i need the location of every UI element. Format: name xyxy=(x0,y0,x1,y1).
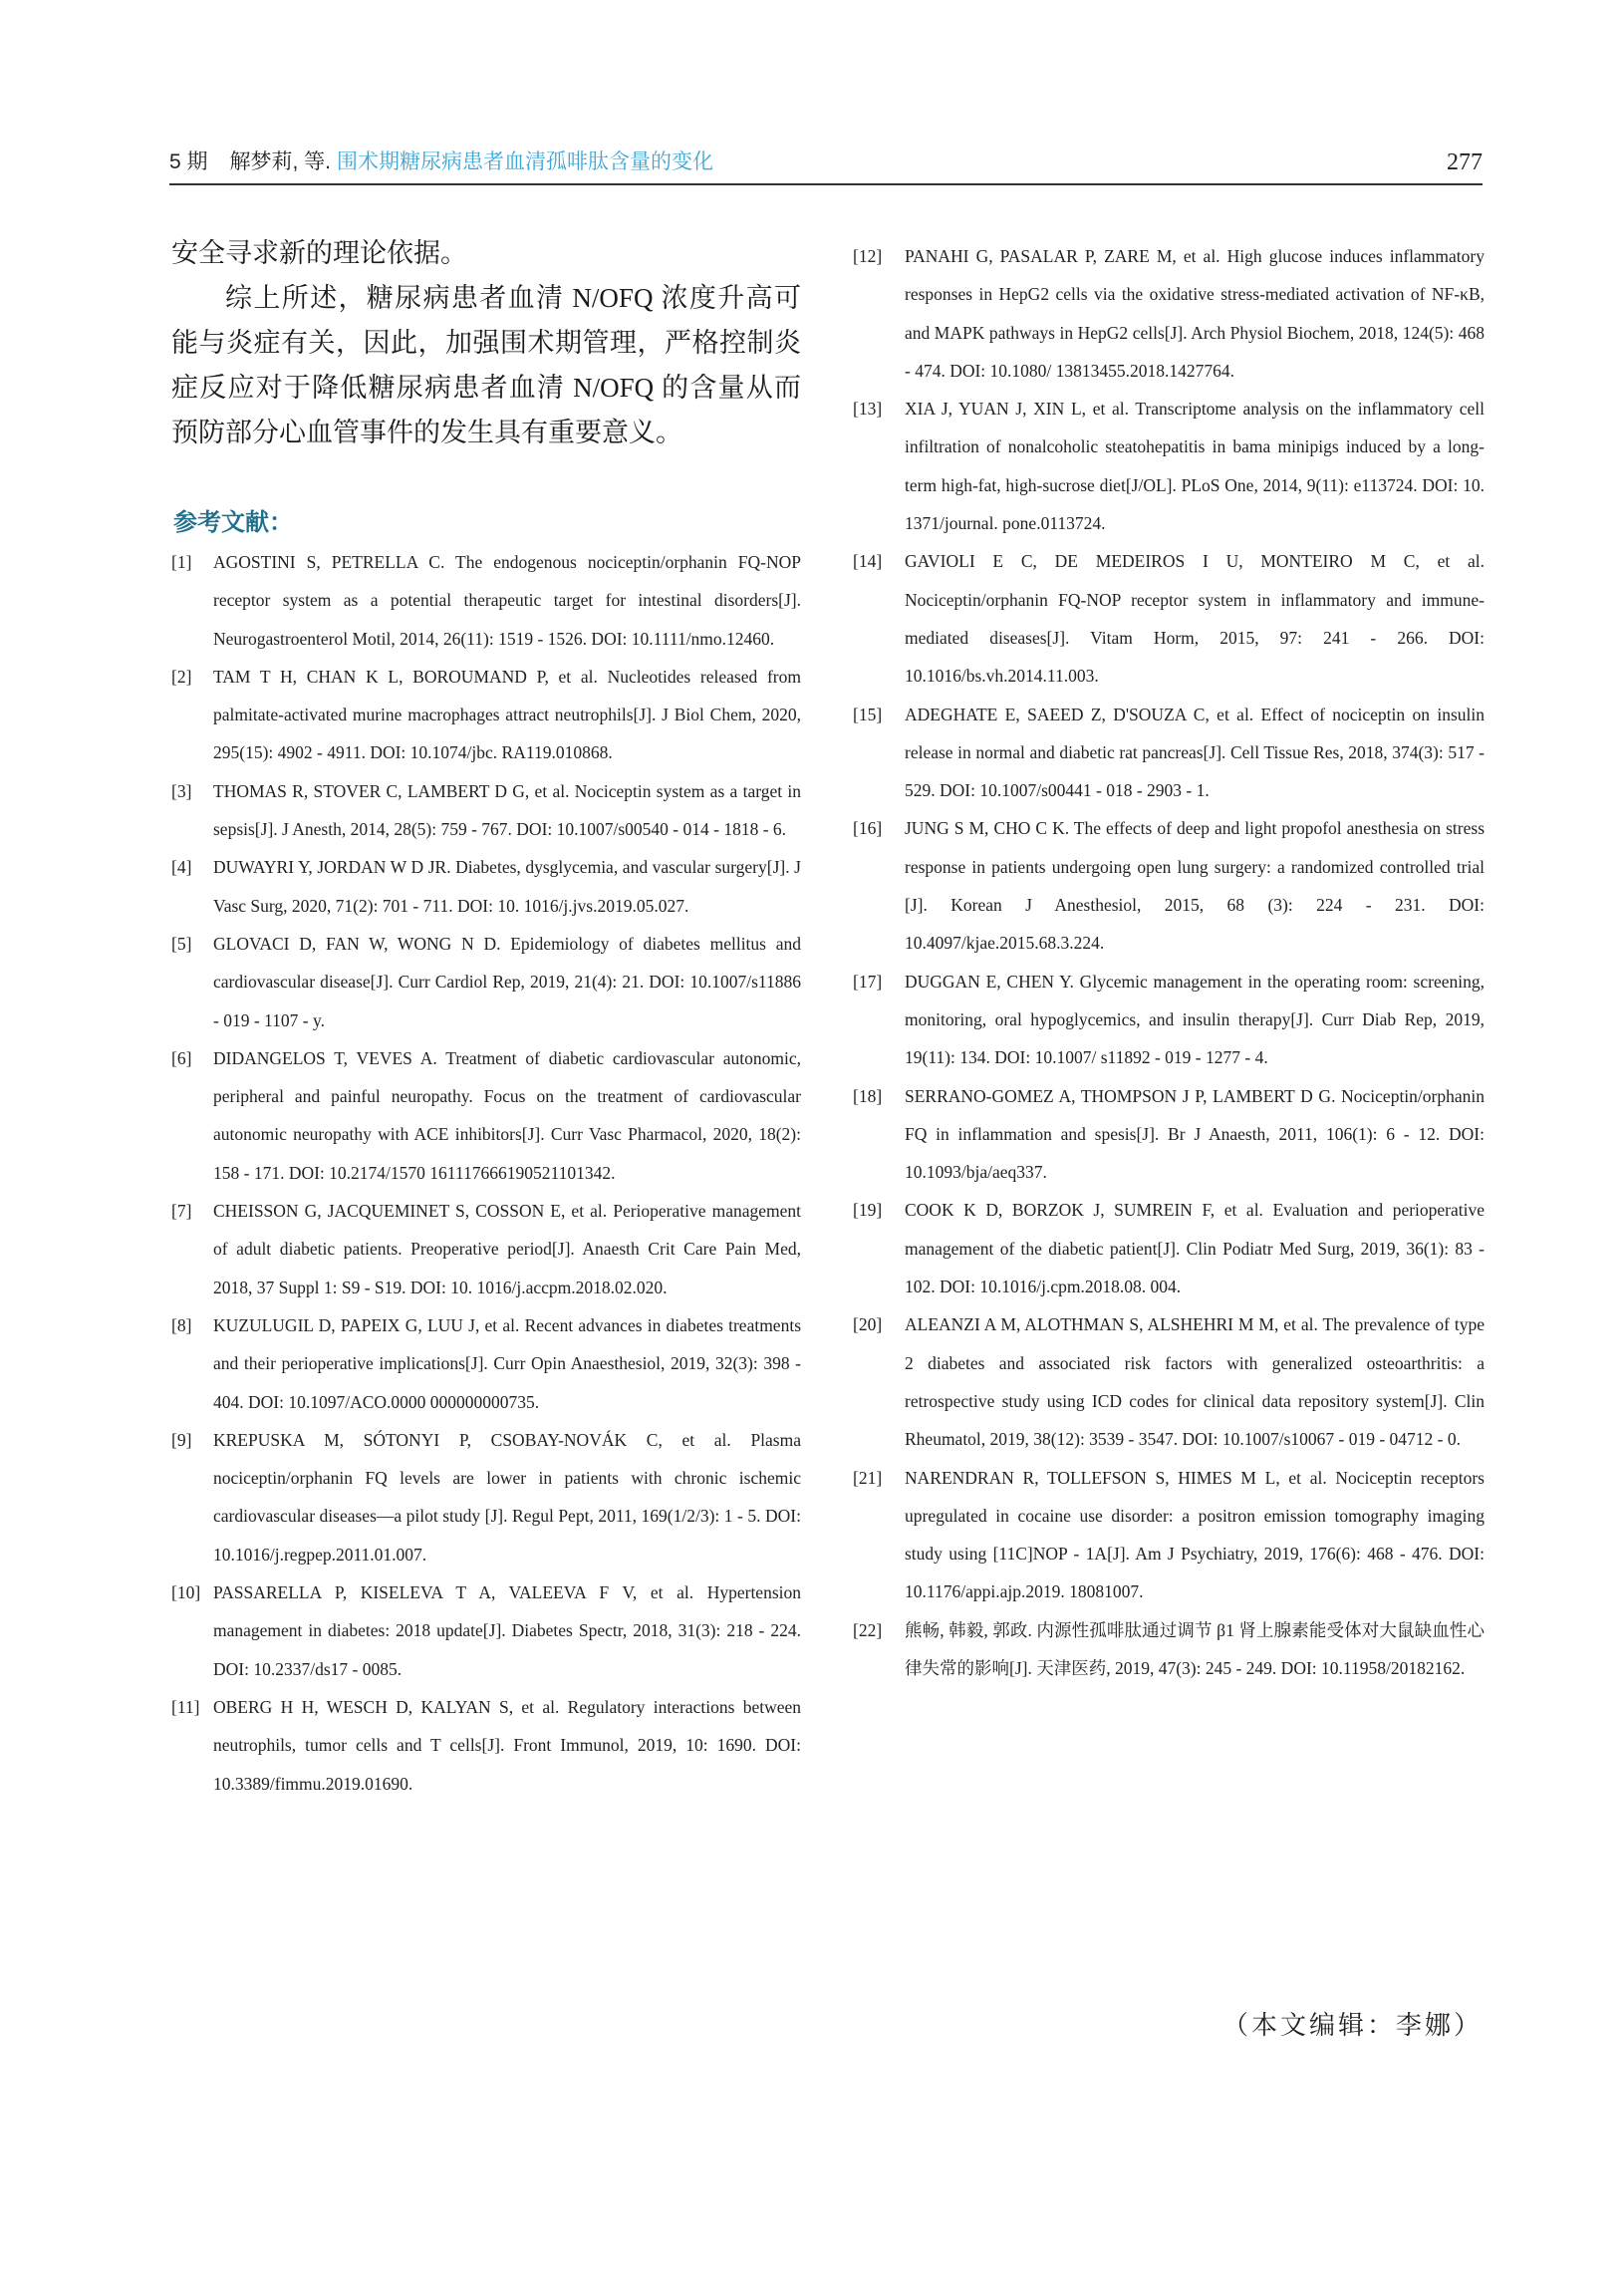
reference-item xyxy=(853,1459,1485,1611)
reference-item xyxy=(853,237,1485,390)
reference-number: [18] xyxy=(853,1085,883,1106)
reference-item xyxy=(171,772,801,849)
reference-text: XIA J, YUAN J, XIN L, et al. Transcriptome analysis on the inflammatory cell infiltration of nonalcoholic steatohepatitis in bama minipigs induced by a long-term high-fat, high-sucrose diet[J/OL]. PLoS One, 2014, 9(11): e113724. DOI: 10. 1371/journal. pone.0113724. xyxy=(905,399,1485,534)
reference-item xyxy=(171,1573,801,1688)
reference-text: OBERG H H, WESCH D, KALYAN S, et al. Regulatory interactions between neutrophils, tumor cells and T cells[J]. Front Immunol, 2019, 10: 1690. DOI: 10.3389/fimmu.2019.01690. xyxy=(213,1696,801,1794)
reference-list-left xyxy=(171,543,801,1803)
reference-number: [12] xyxy=(853,246,883,266)
reference-text: JUNG S M, CHO C K. The effects of deep and light propofol anesthesia on stress response in patients undergoing open lung surgery: a randomized controlled trial [J]. Korean J Anesthesiol, 2015, 68 (3): 224 - 231. DOI: 10.4097/kjae.2015.68.3.224. xyxy=(905,818,1485,954)
reference-item xyxy=(171,925,801,1039)
reference-item xyxy=(853,963,1485,1077)
reference-number: [10] xyxy=(171,1582,201,1603)
reference-number: [17] xyxy=(853,971,883,992)
reference-item xyxy=(853,809,1485,962)
reference-number: [1] xyxy=(171,552,192,572)
paragraph: 综上所述，糖尿病患者血清 N/OFQ 浓度升高可能与炎症有关，因此，加强围术期管理，严格控制炎症反应对于降低糖尿病患者血清 N/OFQ 的含量从而预防部分心血管事件的发生具有重要意义。 xyxy=(171,283,801,447)
reference-text: GAVIOLI E C, DE MEDEIROS I U, MONTEIRO M C, et al. Nociceptin/orphanin FQ-NOP receptor system in inflammatory and immune-mediated diseases[J]. Vitam Horm, 2015, 97: 241 - 266. DOI: 10.1016/bs.vh.2014.11.003. xyxy=(905,551,1485,687)
reference-number: [16] xyxy=(853,818,883,839)
reference-list-right xyxy=(853,237,1485,1687)
paragraph: 安全寻求新的理论依据。 xyxy=(171,238,467,268)
header-article-title: 围术期糖尿病患者血清孤啡肽含量的变化 xyxy=(337,150,714,173)
reference-number: [7] xyxy=(171,1201,192,1222)
reference-number: [20] xyxy=(853,1314,883,1335)
page-number: 277 xyxy=(1447,149,1483,175)
reference-number: [8] xyxy=(171,1314,192,1335)
reference-number: [6] xyxy=(171,1047,192,1068)
reference-text: PASSARELLA P, KISELEVA T A, VALEEVA F V, et al. Hypertension management in diabetes: 2018 update[J]. Diabetes Spectr, 2018, 31(3): 218 - 224. DOI: 10.2337/ds17 - 0085. xyxy=(213,1582,801,1679)
header-authors: 解梦莉, 等. xyxy=(229,150,332,173)
reference-item xyxy=(171,848,801,925)
reference-text: KUZULUGIL D, PAPEIX G, LUU J, et al. Recent advances in diabetes treatments and their perioperative implications[J]. Curr Opin Anaesthesiol, 2019, 32(3): 398 - 404. DOI: 10.1097/ACO.0000 000000000735. xyxy=(213,1314,801,1412)
body-text xyxy=(171,231,801,455)
reference-text: ADEGHATE E, SAEED Z, D'SOUZA C, et al. Effect of nociceptin on insulin release in normal and diabetic rat pancreas[J]. Cell Tissue Res, 2018, 374(3): 517 - 529. DOI: 10.1007/s00441 - 018 - 2903 - 1. xyxy=(905,704,1485,801)
reference-text: DUWAYRI Y, JORDAN W D JR. Diabetes, dysglycemia, and vascular surgery[J]. J Vasc Surg, 2020, 71(2): 701 - 711. DOI: 10. 1016/j.jvs.2019.05.027. xyxy=(213,857,801,916)
reference-item xyxy=(171,658,801,772)
reference-number: [14] xyxy=(853,551,883,572)
reference-item xyxy=(853,1611,1485,1688)
reference-text: SERRANO-GOMEZ A, THOMPSON J P, LAMBERT D G. Nociceptin/orphanin FQ in inflammation and spesis[J]. Br J Anaesth, 2011, 106(1): 6 - 12. DOI: 10.1093/bja/aeq337. xyxy=(905,1085,1485,1183)
running-header xyxy=(169,144,1483,180)
reference-text: GLOVACI D, FAN W, WONG N D. Epidemiology of diabetes mellitus and cardiovascular disease[J]. Curr Cardiol Rep, 2019, 21(4): 21. DOI: 10.1007/s11886 - 019 - 1107 - y. xyxy=(213,933,801,1030)
reference-text: ALEANZI A M, ALOTHMAN S, ALSHEHRI M M, et al. The prevalence of type 2 diabetes and associated risk factors with generalized osteoarthritis: a retrospective study using ICD codes for clinical data repository system[J]. Clin Rheumatol, 2019, 38(12): 3539 - 3547. DOI: 10.1007/s10067 - 019 - 04712 - 0. xyxy=(905,1314,1485,1450)
reference-text: DUGGAN E, CHEN Y. Glycemic management in the operating room: screening, monitoring, oral hypoglycemics, and insulin therapy[J]. Curr Diab Rep, 2019, 19(11): 134. DOI: 10.1007/ s11892 - 019 - 1277 - 4. xyxy=(905,971,1485,1068)
reference-item xyxy=(853,1077,1485,1192)
reference-number: [3] xyxy=(171,780,192,801)
reference-text: NARENDRAN R, TOLLEFSON S, HIMES M L, et al. Nociceptin receptors upregulated in cocaine use disorder: a positron emission tomography imaging study using [11C]NOP - 1A[J]. Am J Psychiatry, 2019, 176(6): 468 - 476. DOI: 10.1176/appi.ajp.2019. 18081007. xyxy=(905,1467,1485,1602)
reference-item xyxy=(853,542,1485,695)
reference-text: AGOSTINI S, PETRELLA C. The endogenous nociceptin/orphanin FQ-NOP receptor system as a potential therapeutic target for intestinal disorders[J]. Neurogastroenterol Motil, 2014, 26(11): 1519 - 1526. DOI: 10.1111/nmo.12460. xyxy=(213,552,801,649)
reference-text: CHEISSON G, JACQUEMINET S, COSSON E, et al. Perioperative management of adult diabetic patients. Preoperative period[J]. Anaesth Crit Care Pain Med, 2018, 37 Suppl 1: S9 - S19. DOI: 10. 1016/j.accpm.2018.02.020. xyxy=(213,1201,801,1297)
reference-item xyxy=(853,1305,1485,1458)
reference-item xyxy=(171,543,801,658)
references-heading: 参考文献： xyxy=(173,509,293,536)
reference-item xyxy=(171,1421,801,1573)
reference-text: KREPUSKA M, SÓTONYI P, CSOBAY-NOVÁK C, et al. Plasma nociceptin/orphanin FQ levels are lower in patients with chronic ischemic cardiovascular diseases—a pilot study [J]. Regul Pept, 2011, 169(1/2/3): 1 - 5. DOI: 10.1016/j.regpep.2011.01.007. xyxy=(213,1429,801,1565)
issue-number: 5 期 xyxy=(169,150,208,173)
header-divider xyxy=(169,183,1483,185)
reference-number: [19] xyxy=(853,1200,883,1221)
reference-number: [4] xyxy=(171,857,192,878)
reference-number: [22] xyxy=(853,1619,883,1640)
reference-text: PANAHI G, PASALAR P, ZARE M, et al. High glucose induces inflammatory responses in HepG2 cells via the oxidative stress-mediated activation of NF-κB, and MAPK pathways in HepG2 cells[J]. Arch Physiol Biochem, 2018, 124(5): 468 - 474. DOI: 10.1080/ 13813455.2018.1427764. xyxy=(905,246,1485,381)
reference-number: [11] xyxy=(171,1696,200,1717)
reference-item xyxy=(171,1192,801,1306)
reference-item xyxy=(171,1306,801,1421)
reference-number: [2] xyxy=(171,666,192,687)
reference-item xyxy=(853,390,1485,542)
reference-number: [21] xyxy=(853,1467,883,1488)
reference-number: [13] xyxy=(853,399,883,420)
reference-number: [15] xyxy=(853,704,883,724)
reference-item xyxy=(853,696,1485,810)
reference-item xyxy=(171,1688,801,1803)
reference-item xyxy=(171,1039,801,1192)
reference-text: DIDANGELOS T, VEVES A. Treatment of diabetic cardiovascular autonomic, peripheral and painful neuropathy. Focus on the treatment of cardiovascular autonomic neuropathy with ACE inhibitors[J]. Curr Vasc Pharmacol, 2020, 18(2): 158 - 171. DOI: 10.2174/1570 161117666190521101342. xyxy=(213,1047,801,1183)
reference-text: 熊畅, 韩毅, 郭政. 内源性孤啡肽通过调节 β1 肾上腺素能受体对大鼠缺血性心律失常的影响[J]. 天津医药, 2019, 47(3): 245 - 249. DOI: 10.11958/20182162. xyxy=(905,1619,1485,1678)
reference-number: [5] xyxy=(171,933,192,954)
reference-number: [9] xyxy=(171,1429,192,1450)
reference-text: COOK K D, BORZOK J, SUMREIN F, et al. Evaluation and perioperative management of the diabetic patient[J]. Clin Podiatr Med Surg, 2019, 36(1): 83 - 102. DOI: 10.1016/j.cpm.2018.08. 004. xyxy=(905,1200,1485,1297)
reference-text: THOMAS R, STOVER C, LAMBERT D G, et al. Nociceptin system as a target in sepsis[J]. J Anesth, 2014, 28(5): 759 - 767. DOI: 10.1007/s00540 - 014 - 1818 - 6. xyxy=(213,780,801,840)
reference-text: TAM T H, CHAN K L, BOROUMAND P, et al. Nucleotides released from palmitate-activated murine macrophages attract neutrophils[J]. J Biol Chem, 2020, 295(15): 4902 - 4911. DOI: 10.1074/jbc. RA119.010868. xyxy=(213,666,801,763)
editor-note: （本文编辑：李娜） xyxy=(1221,2011,1483,2040)
reference-item xyxy=(853,1191,1485,1305)
